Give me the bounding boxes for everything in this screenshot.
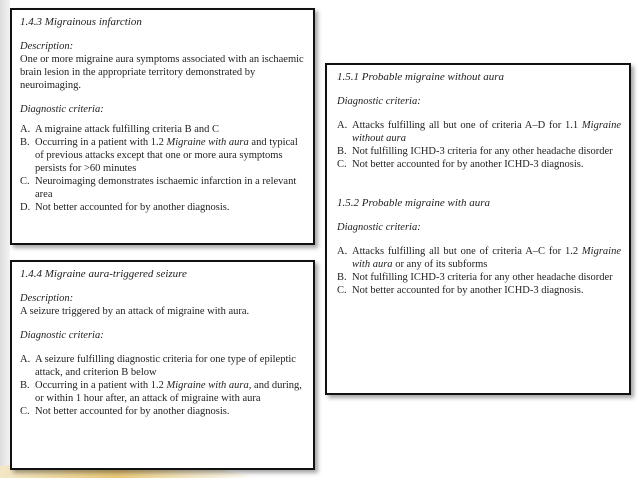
section-title-151: 1.5.1 Probable migraine without aura <box>337 71 505 83</box>
criterion-a: A. Attacks fulfilling all but one of criteria A–D for 1.1 Migraine without aura <box>337 120 621 144</box>
description-text: A seizure triggered by an attack of migraine with aura. <box>20 306 250 317</box>
description-label: Description: <box>20 293 74 304</box>
criterion-c: C. Not better accounted for by another ICHD-3 diagnosis. <box>337 285 584 296</box>
criteria-label-151: Diagnostic criteria: <box>337 96 421 107</box>
description-text: One or more migraine aura symptoms associated with an ischaemic brain lesion in the appropriate territory demonstrated by neuroimaging. <box>20 54 304 91</box>
section-title: 1.4.4 Migraine aura-triggered seizure <box>20 268 187 280</box>
criterion-b: B. Occurring in a patient with 1.2 Migraine with aura, and during, or within 1 hour after, an attack of migraine with aura <box>20 380 302 404</box>
criterion-b: B. Not fulfilling ICHD-3 criteria for any other headache disorder <box>337 146 613 157</box>
criteria-label-152: Diagnostic criteria: <box>337 222 421 233</box>
criterion-a: A. A seizure fulfilling diagnostic criteria for one type of epileptic attack, and criterion B below <box>20 354 296 378</box>
section-migrainous-infarction <box>10 8 315 245</box>
section-title: 1.4.3 Migrainous infarction <box>20 16 142 28</box>
criteria-label: Diagnostic criteria: <box>20 104 104 115</box>
section-migraine-aura-triggered-seizure <box>10 260 315 470</box>
criterion-c: C. Not better accounted for by another diagnosis. <box>20 406 230 417</box>
section-title-152: 1.5.2 Probable migraine with aura <box>337 197 490 209</box>
criterion-c: C. Not better accounted for by another ICHD-3 diagnosis. <box>337 159 584 170</box>
criterion-a: A. Attacks fulfilling all but one of criteria A–C for 1.2 Migraine with aura or any of its subforms <box>337 246 621 270</box>
criteria-list <box>20 123 305 214</box>
slide-left-edge <box>0 0 10 478</box>
description-label: Description: <box>20 41 74 52</box>
criteria-list-151 <box>337 119 621 171</box>
criteria-label: Diagnostic criteria: <box>20 330 104 341</box>
criterion-a: A. A migraine attack fulfilling criteria B and C <box>20 124 219 135</box>
criteria-list-152 <box>337 245 621 297</box>
criterion-c: C. Neuroimaging demonstrates ischaemic infarction in a relevant area <box>20 176 297 200</box>
criterion-b: B. Occurring in a patient with 1.2 Migraine with aura and typical of previous attacks except that one or more aura symptoms persists for >60 minutes <box>20 137 298 174</box>
criterion-d: D. Not better accounted for by another diagnosis. <box>20 202 230 213</box>
section-probable-migraine <box>325 63 631 395</box>
criteria-list <box>20 353 305 418</box>
criterion-b: B. Not fulfilling ICHD-3 criteria for any other headache disorder <box>337 272 613 283</box>
